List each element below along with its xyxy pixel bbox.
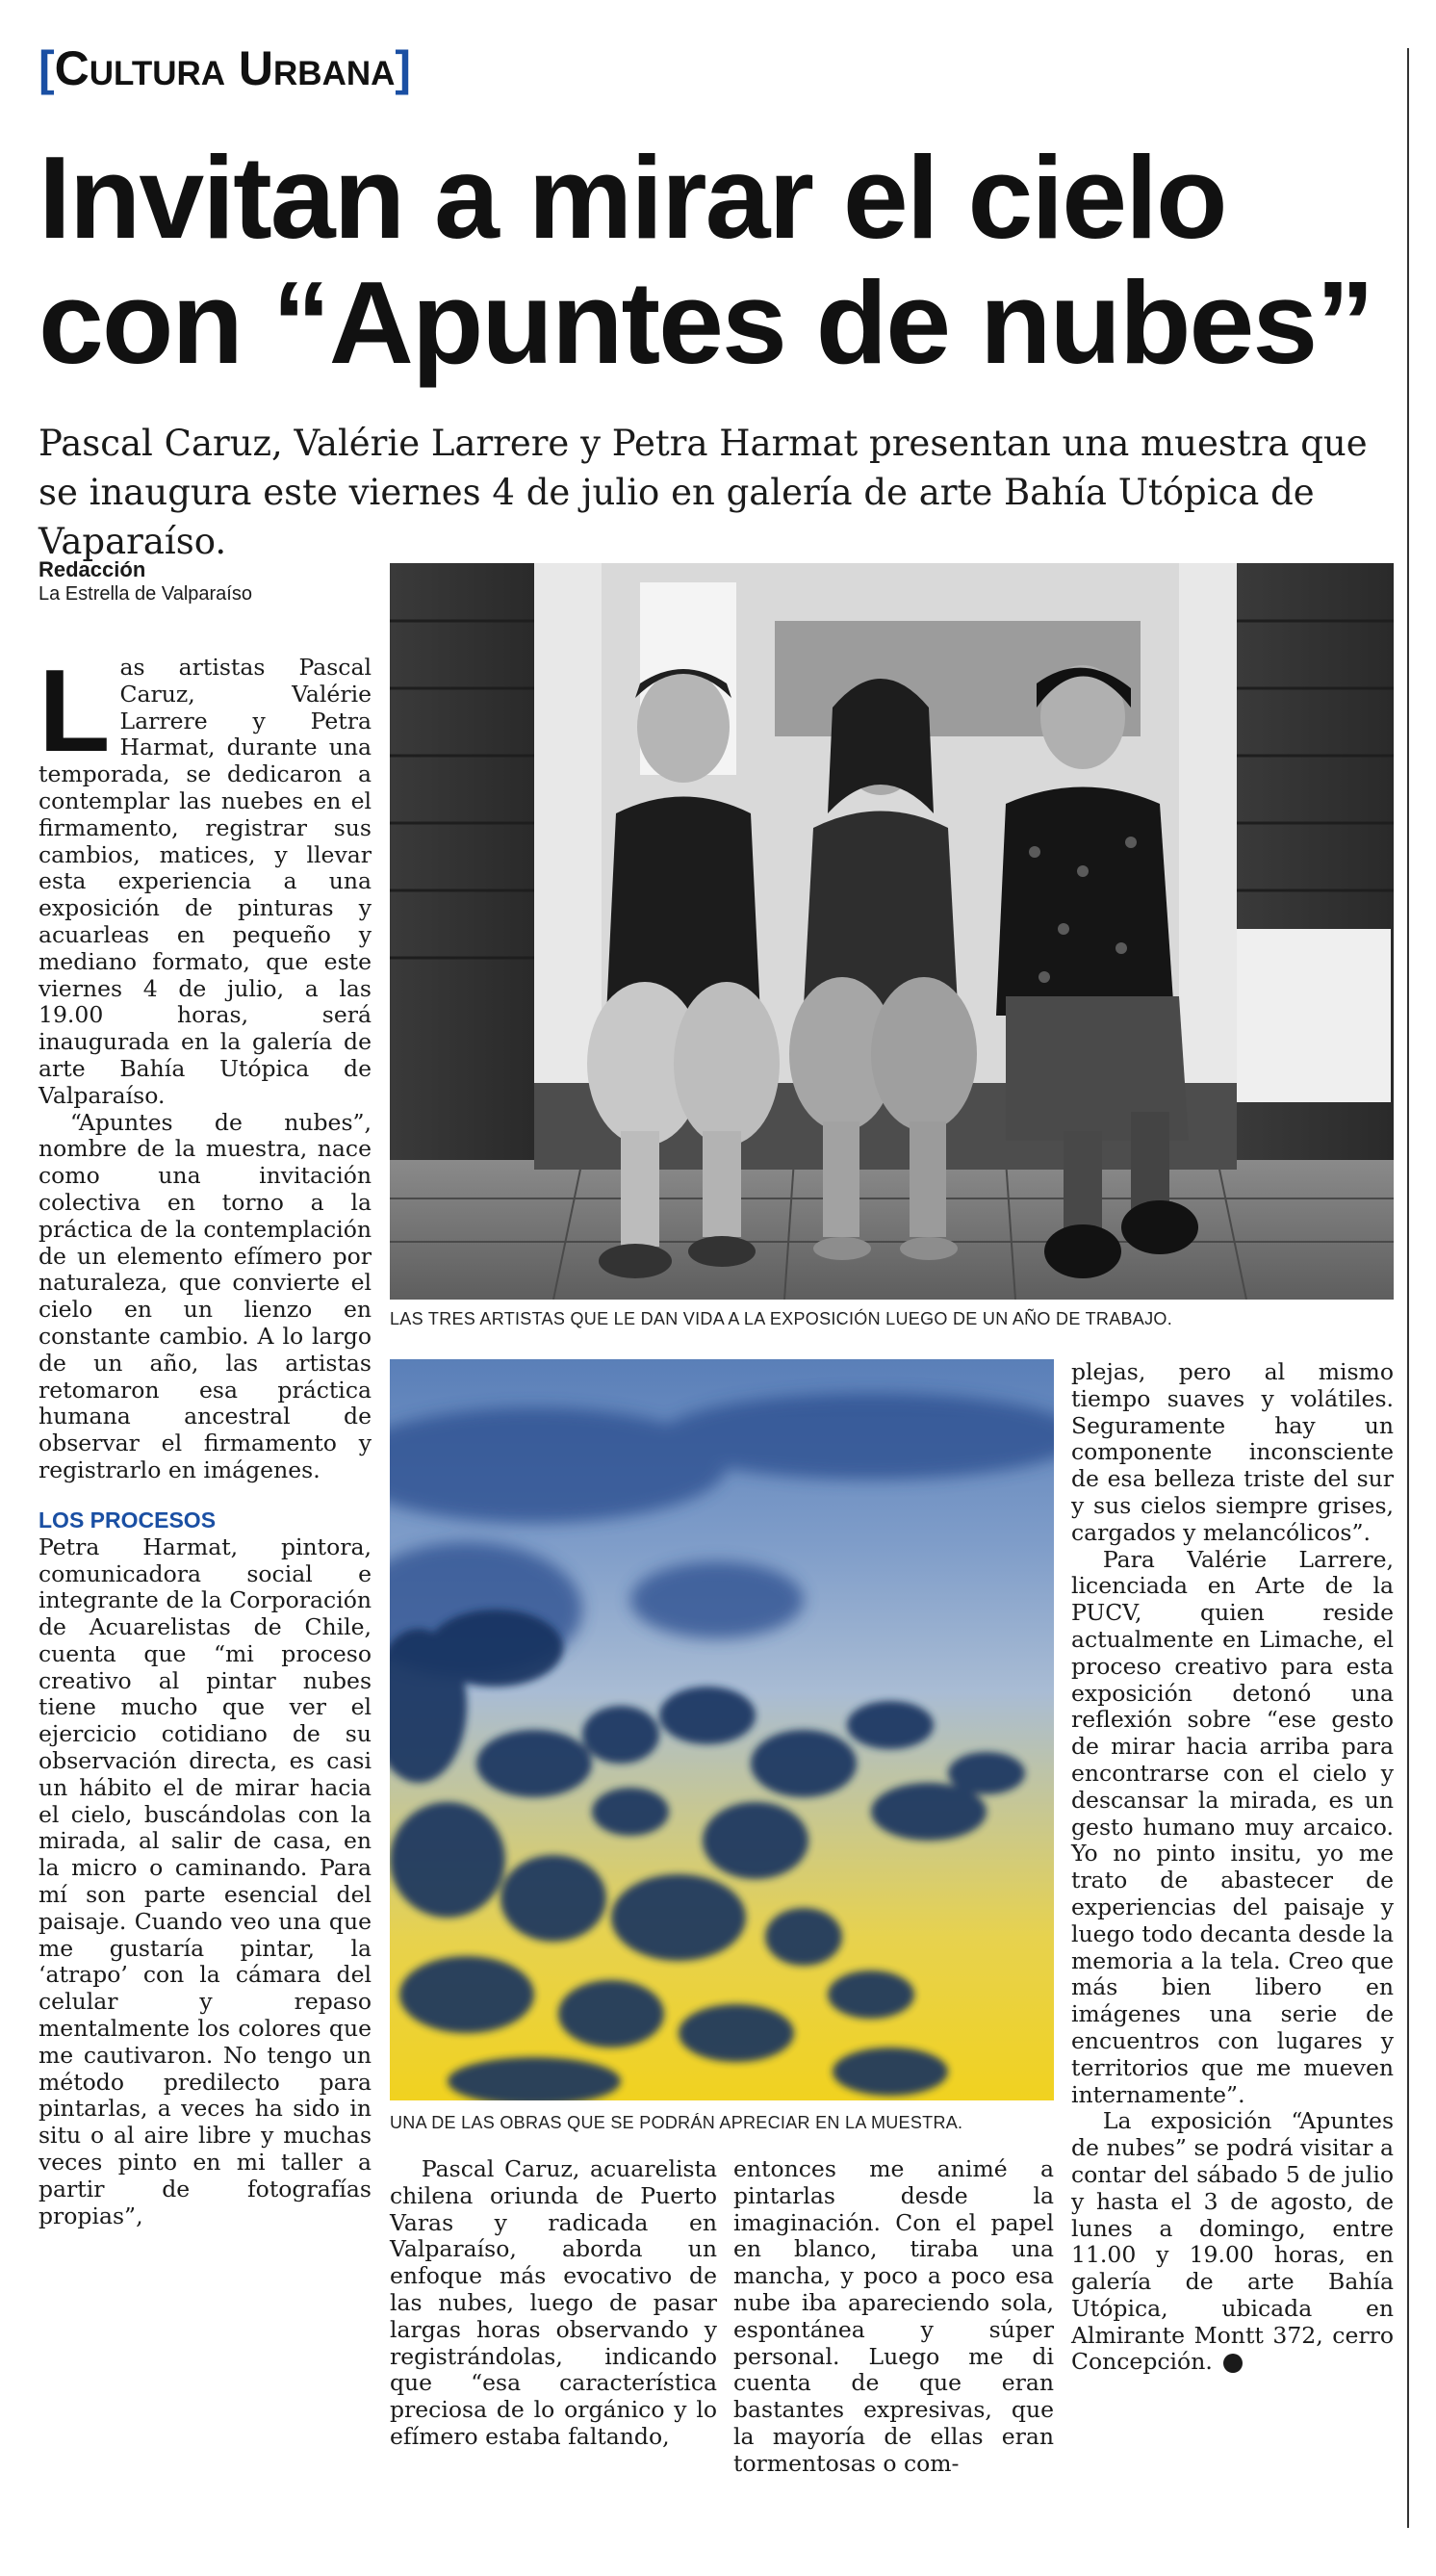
section-bracket-close: ] <box>395 41 412 95</box>
body-column-1 <box>38 645 372 2229</box>
column-rule-right <box>1407 48 1409 2528</box>
section-label: Cultura Urbana <box>54 41 396 95</box>
paragraph-2: “Apuntes de nubes”, nombre de la muestra, nace como una invitación colectiva en torno a la práctica de la contemplación de un elemento efímero por naturaleza, que convierte el cielo en un lienzo en constante cambio. A lo largo de un año, las artistas retomaron esa práctica humana ancestral de observar el firmamento y registrarlo en imágenes. <box>38 1108 372 1483</box>
watercolor-image <box>390 1359 1054 2100</box>
paragraph-3: Petra Harmat, pintora, comunicadora social e integrante de la Corporación de Acuarelistas de Chile, cuenta que “mi proceso creativo al pintar nubes tiene mucho que ver el ejercicio cotidiano de su observación directa, es casi un hábito el de mirar hacia el cielo, buscándolas con la mirada, al salir de casa, en la micro o caminando. Para mí son parte esencial del paisaje. Cuando veo una que me gustaría pintar, la ‘atrapo’ con la cámara del celular y repaso mentalmente los colores que me cautivaron. No tengo un método predilecto para pintarlas, a veces ha sido in situ o al aire libre y muchas veces pinto en mi taller a partir de fotografías propias”, <box>38 1533 372 2229</box>
paragraph-5: entonces me animé a pintarlas desde la imaginación. Con el papel en blanco, tiraba una mancha, y poco a poco esa nube iba apareciendo sola, espontánea y súper personal. Luego me di cuenta de que eran bastantes expresivas, que la mayoría de ellas eran tormentosas o com- <box>733 2155 1054 2477</box>
byline-organization: La Estrella de Valparaíso <box>38 583 252 605</box>
artists-photo-image <box>390 563 1394 1300</box>
body-column-4 <box>1071 1359 1394 2376</box>
paragraph-1-text: as artistas Pascal Caruz, Valérie Larrere y Petra Harmat, durante una temporada, se dedicaron a contemplar las nuebes en el firmamento, registrar sus cambios, matices, y llevar esta experiencia a una exposición de pinturas y acuarleas en pequeño y mediano formato, que este viernes 4 de julio, a las 19.00 horas, será inaugurada en la galería de arte Bahía Utópica de Valparaíso. <box>38 654 372 1109</box>
headline-line-1: Invitan a mirar el cielo <box>38 132 1226 263</box>
subhead-los-procesos: LOS PROCESOS <box>38 1507 217 1533</box>
headline-line-2: con “Apuntes de nubes” <box>38 257 1373 388</box>
byline-name: Redacción <box>38 557 146 581</box>
section-bracket-open: [ <box>38 41 55 95</box>
paragraph-6: plejas, pero al mismo tiempo suaves y volátiles. Seguramente hay un componente inconsciente de esa belleza triste del sur y sus cielos siempre grises, cargados y melancólicos”. <box>1071 1358 1394 1546</box>
artists-photo <box>390 563 1394 1300</box>
headline <box>38 132 1386 388</box>
end-mark-icon: ✪ <box>1223 2354 1243 2373</box>
photo2-caption: UNA DE LAS OBRAS QUE SE PODRÁN APRECIAR EN LA MUESTRA. <box>390 2113 963 2132</box>
body-column-3 <box>733 2156 1054 2478</box>
watercolor-photo <box>390 1359 1054 2100</box>
article-deck: Pascal Caruz, Valérie Larrere y Petra Harmat presentan una muestra que se inaugura este viernes 4 de julio en galería de arte Bahía Utópica de Vaparaíso. <box>38 423 1368 562</box>
section-tag <box>38 39 411 98</box>
paragraph-7: Para Valérie Larrere, licenciada en Arte de la PUCV, quien reside actualmente en Limache, el proceso creativo para esta exposición detonó una reflexión sobre “ese gesto de mirar hacia arriba para encontrarse con el cielo y descansar la mirada, es un gesto humano muy arcaico. Yo no pinto insitu, yo me trato de abastecer de experiencias del paisaje y luego todo decanta desde la memoria a la tela. Creo que más bien libero en imágenes una serie de encuentros con lugares y territorios que me mueven internamente”. <box>1071 1545 1394 2108</box>
paragraph-4: Pascal Caruz, acuarelista chilena oriunda de Puerto Varas y radicada en Valparaíso, aborda un enfoque más evocativo de las nubes, luego de pasar largas horas observando y registrándolas, indicando que “esa característica preciosa de lo orgánico y lo efímero estaba faltando, <box>390 2155 717 2450</box>
photo1-caption: LAS TRES ARTISTAS QUE LE DAN VIDA A LA EXPOSICIÓN LUEGO DE UN AÑO DE TRABAJO. <box>390 1309 1173 1328</box>
paragraph-8-text: La exposición “Apuntes de nubes” se podrá visitar a contar del sábado 5 de julio y hasta el 3 de agosto, de lunes a domingo, entre 11.00 y 19.00 horas, en galería de arte Bahía Utópica, ubicada en Almirante Montt 372, cerro Concepción. <box>1071 2107 1394 2376</box>
drop-cap: L <box>38 645 111 776</box>
body-column-2 <box>390 2156 717 2451</box>
paragraph-intro <box>38 645 372 1110</box>
paragraph-8 <box>1071 2108 1394 2376</box>
